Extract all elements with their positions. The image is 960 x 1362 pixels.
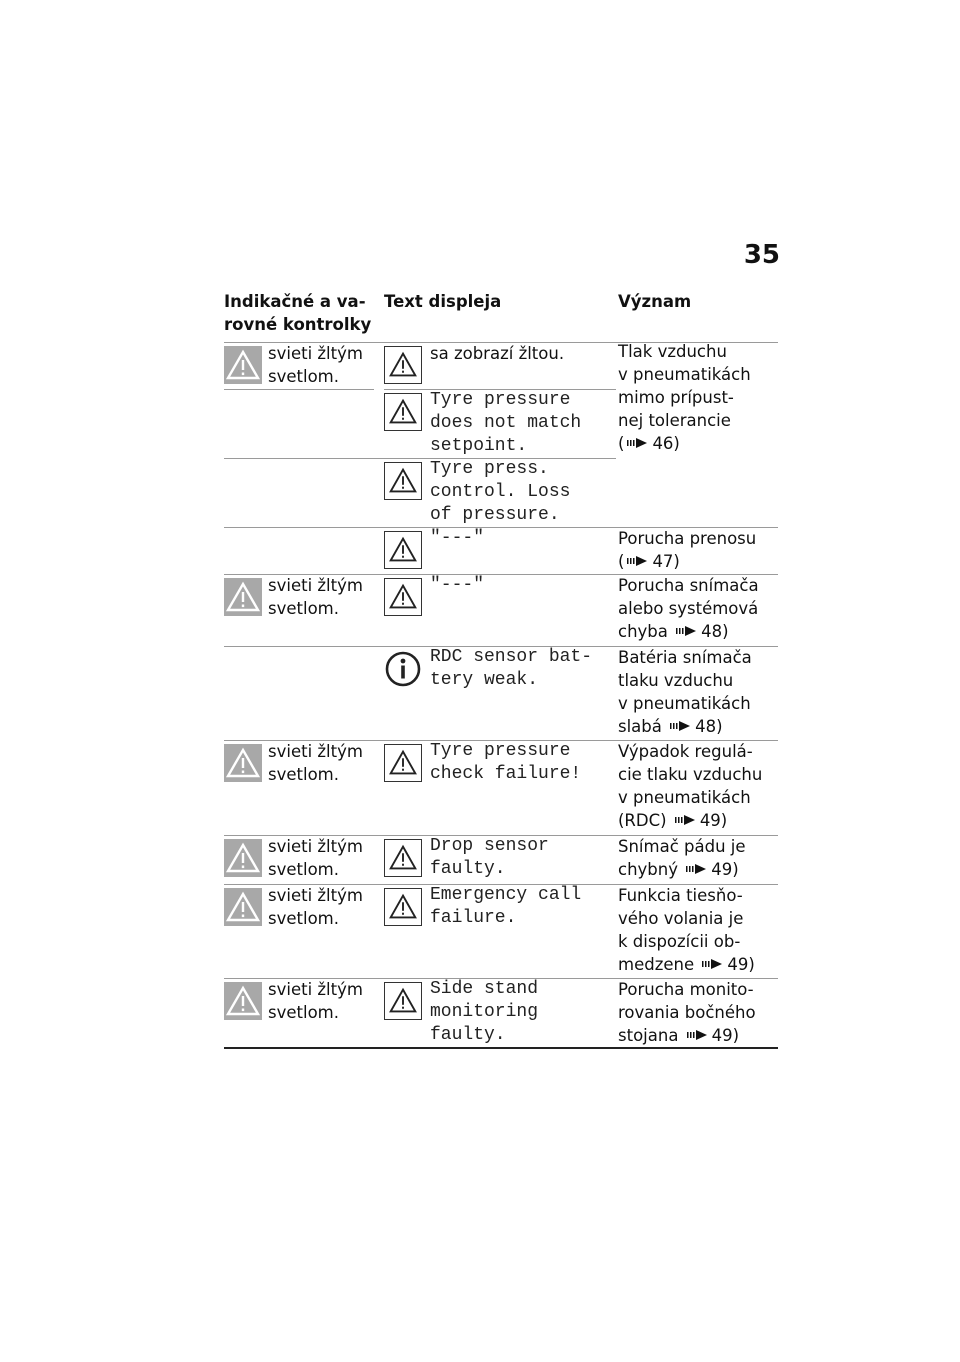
warning-lamp-icon [224,982,262,1020]
meaning-text: Výpadok regulá- cie tlaku vzduchu v pneumatikách (RDC) 49) [618,742,763,830]
lamp-description: svieti žltým svetlom. [268,980,363,1022]
warning-lamp-icon [224,839,262,877]
meaning-text: Porucha prenosu ( 47) [618,529,757,571]
lamp-description: svieti žltým svetlom. [268,742,363,784]
meaning-text: Porucha monito- rovania bočného stojana 49) [618,980,756,1045]
header-display-text: Text displeja [384,292,502,311]
warning-lamp-icon [224,744,262,782]
table-bottom-rule [224,1047,778,1049]
display-text: Tyre pressure does not match setpoint. [430,390,582,456]
arrow-reference-icon [675,624,697,638]
arrow-reference-icon [674,813,696,827]
arrow-reference-icon [701,957,723,971]
warning-lamp-icon [224,346,262,384]
arrow-reference-icon [626,436,648,450]
meaning-text: Snímač pádu je chybný 49) [618,837,746,879]
page-reference[interactable]: 49) [711,860,739,879]
arrow-reference-icon [626,554,648,568]
page-reference[interactable]: 48) [695,717,723,736]
page-reference[interactable]: 49) [699,811,728,830]
header-meaning: Význam [618,292,692,311]
arrow-reference-icon [686,1028,708,1042]
display-text: Drop sensor faulty. [430,836,549,879]
warning-triangle-icon [384,578,422,616]
warning-triangle-icon [384,346,422,384]
meaning-text: Batéria snímača tlaku vzduchu v pneumatikách slabá 48) [618,648,752,736]
arrow-reference-icon [669,719,691,733]
warning-lamp-icon [224,578,262,616]
meaning-text: Tlak vzduchu v pneumatikách mimo prípust- nej tolerancie ( 46) [618,342,751,453]
display-text: Tyre press. control. Loss of pressure. [430,459,571,525]
warning-triangle-icon [384,744,422,782]
warning-triangle-icon [384,982,422,1020]
warning-triangle-icon [384,393,422,431]
display-text: "---" [430,575,485,595]
display-text: RDC sensor bat- tery weak. [430,647,593,690]
lamp-description: svieti žltým svetlom. [268,886,363,928]
arrow-reference-icon [685,862,707,876]
warning-triangle-icon [384,839,422,877]
row-divider [224,389,374,390]
header-indicator-lamps: Indikačné a va- rovné kontrolky [224,292,372,334]
display-text: Emergency call failure. [430,885,582,928]
page-reference[interactable]: 47) [652,552,680,571]
display-text: "---" [430,528,485,548]
page-reference[interactable]: 49) [711,1026,740,1045]
warning-triangle-icon [384,888,422,926]
display-text: sa zobrazí žltou. [430,344,565,363]
meaning-text: Porucha snímača alebo systémová chyba 48) [618,576,759,641]
page-reference[interactable]: 46) [652,434,680,453]
page-reference[interactable]: 49) [727,955,755,974]
lamp-description: svieti žltým svetlom. [268,344,363,386]
warning-lamp-icon [224,888,262,926]
page-number: 35 [743,240,780,270]
warning-triangle-icon [384,462,422,500]
meaning-text: Funkcia tiesňo- vého volania je k dispozícii ob- medzene 49) [618,886,755,974]
lamp-description: svieti žltým svetlom. [268,837,363,879]
info-icon [384,650,422,688]
display-text: Tyre pressure check failure! [430,741,582,784]
display-text: Side stand monitoring faulty. [430,979,539,1045]
page-reference[interactable]: 48) [701,622,729,641]
warning-triangle-icon [384,531,422,569]
lamp-description: svieti žltým svetlom. [268,576,363,618]
